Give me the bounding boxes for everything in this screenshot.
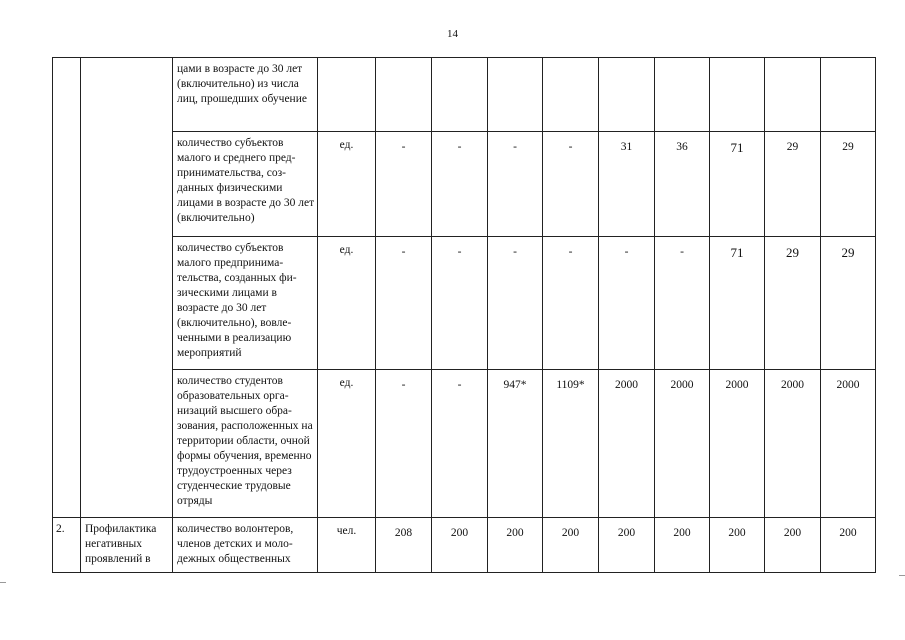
value-cell: 1109* [543, 370, 599, 518]
scan-mark-right [899, 575, 905, 576]
row-direction: Профилактика негативных проявлений в [81, 518, 173, 573]
value-cell [765, 58, 821, 132]
unit-cell [318, 58, 376, 132]
value-cell [543, 58, 599, 132]
value-cell [710, 58, 765, 132]
value-cell: 29 [765, 132, 821, 237]
value-cell: 200 [710, 518, 765, 573]
value-cell: 2000 [655, 370, 710, 518]
unit-cell: ед. [318, 132, 376, 237]
value-cell [488, 58, 543, 132]
value-cell [821, 58, 876, 132]
value-cell: 200 [432, 518, 488, 573]
table-row [53, 237, 876, 370]
unit-cell: ед. [318, 370, 376, 518]
value-cell: 2000 [710, 370, 765, 518]
value-cell: 200 [543, 518, 599, 573]
value-cell: 31 [599, 132, 655, 237]
scan-mark-left [0, 582, 6, 583]
table-row [53, 370, 876, 518]
value-cell: 29 [821, 132, 876, 237]
value-cell: 2000 [821, 370, 876, 518]
value-cell [599, 58, 655, 132]
value-cell: - [376, 132, 432, 237]
row-index: 2. [53, 518, 81, 573]
table-row [53, 132, 876, 237]
value-cell: - [655, 237, 710, 370]
value-cell: 208 [376, 518, 432, 573]
table-row [53, 58, 876, 132]
value-cell: 200 [655, 518, 710, 573]
page-number: 14 [447, 28, 458, 40]
value-cell: 29 [765, 237, 821, 370]
value-cell: 2000 [599, 370, 655, 518]
value-cell: - [376, 370, 432, 518]
value-cell: 2000 [765, 370, 821, 518]
value-cell: - [432, 370, 488, 518]
value-cell: - [488, 132, 543, 237]
value-cell [655, 58, 710, 132]
value-cell: - [543, 237, 599, 370]
value-cell: 947* [488, 370, 543, 518]
value-cell: 36 [655, 132, 710, 237]
value-cell [432, 58, 488, 132]
indicator-cell: количество субъектов малого предпринимательства, созданных физическими лицами в возрасте до 30 лет (включительно), вовлеченными в реализацию мероприятий [173, 237, 318, 370]
value-cell: - [599, 237, 655, 370]
value-cell: 200 [765, 518, 821, 573]
value-cell [376, 58, 432, 132]
indicators-table [52, 57, 876, 573]
table-row [53, 518, 876, 573]
row-direction [81, 58, 173, 518]
indicator-cell: цами в возрасте до 30 лет (включительно) из числа лиц, прошедших обучение [173, 58, 318, 132]
value-cell: 200 [599, 518, 655, 573]
row-index [53, 58, 81, 518]
value-cell: 200 [488, 518, 543, 573]
indicator-cell: количество субъектов малого и среднего предпринимательства, созданных физическими лицами в возрасте до 30 лет (включительно) [173, 132, 318, 237]
value-cell: - [432, 132, 488, 237]
indicator-cell: количество волонтеров, членов детских и молодежных общественных [173, 518, 318, 573]
value-cell: 71 [710, 237, 765, 370]
value-cell: - [432, 237, 488, 370]
indicator-cell: количество студентов образовательных организаций высшего образования, расположенных на территории области, очной формы обучения, временно трудоустроенных через студенческие трудовые отряды [173, 370, 318, 518]
unit-cell: чел. [318, 518, 376, 573]
value-cell: 200 [821, 518, 876, 573]
value-cell: 29 [821, 237, 876, 370]
value-cell: 71 [710, 132, 765, 237]
value-cell: - [488, 237, 543, 370]
unit-cell: ед. [318, 237, 376, 370]
value-cell: - [376, 237, 432, 370]
value-cell: - [543, 132, 599, 237]
